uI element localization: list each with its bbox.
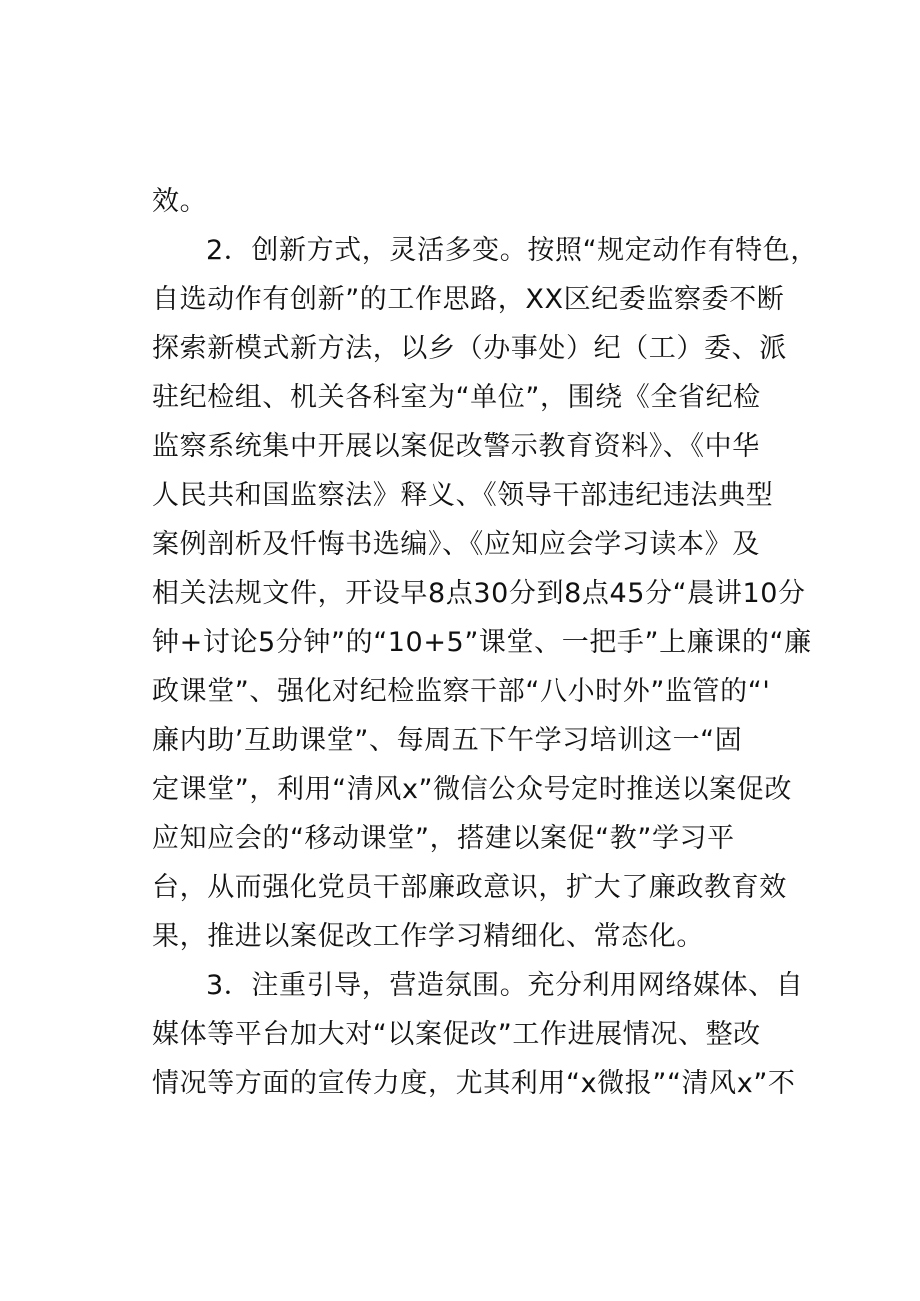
text-line: 钟+讨论5分钟”的“10+5”课堂、一把手”上廉课的“廉 [152,627,812,658]
text-line: 情况等方面的宣传力度，尤其利用“x微报”“清风x”不 [152,1068,796,1099]
text-line: 效。 [152,186,208,217]
text-line: 定课堂”，利用“清风x”微信公众号定时推送以案促改 [152,774,792,805]
text-line: 台，从而强化党员干部廉政意识，扩大了廉政教育效 [152,872,787,903]
text-line: 相关法规文件，开设早8点30分到8点45分“晨讲10分 [152,578,806,609]
text-line: 监察系统集中开展以案促改警示教育资料》、《中华 [152,431,760,462]
text-line: 廉内助’互助课堂”、每周五下午学习培训这一“固 [152,725,743,756]
text-line: 媒体等平台加大对“以案促改”工作进展情况、整改 [152,1019,761,1050]
text-line: 探索新模式新方法，以乡（办事处）纪（工）委、派 [152,333,787,364]
paragraph-2-heading-line: 2．创新方式，灵活多变。按照“规定动作有特色， [206,235,818,266]
text-line: 驻纪检组、机关各科室为“单位”，围绕《全省纪检 [152,382,761,413]
text-line: 自选动作有创新”的工作思路，XX区纪委监察委不断 [152,284,785,315]
paragraph-3-heading-line: 3．注重引导，营造氛围。充分利用网络媒体、自 [206,970,804,1001]
text-line: 政课堂”、强化对纪检监察干部“八小时外”监管的“' [152,676,771,707]
text-line: 应知应会的“移动课堂”，搭建以案促“教”学习平 [152,823,735,854]
text-line: 果，推进以案促改工作学习精细化、常态化。 [152,921,704,952]
text-line: 人民共和国监察法》释义、《领导干部违纪违法典型 [152,480,774,511]
text-line: 案例剖析及忏悔书选编》、《应知应会学习读本》及 [152,529,760,560]
